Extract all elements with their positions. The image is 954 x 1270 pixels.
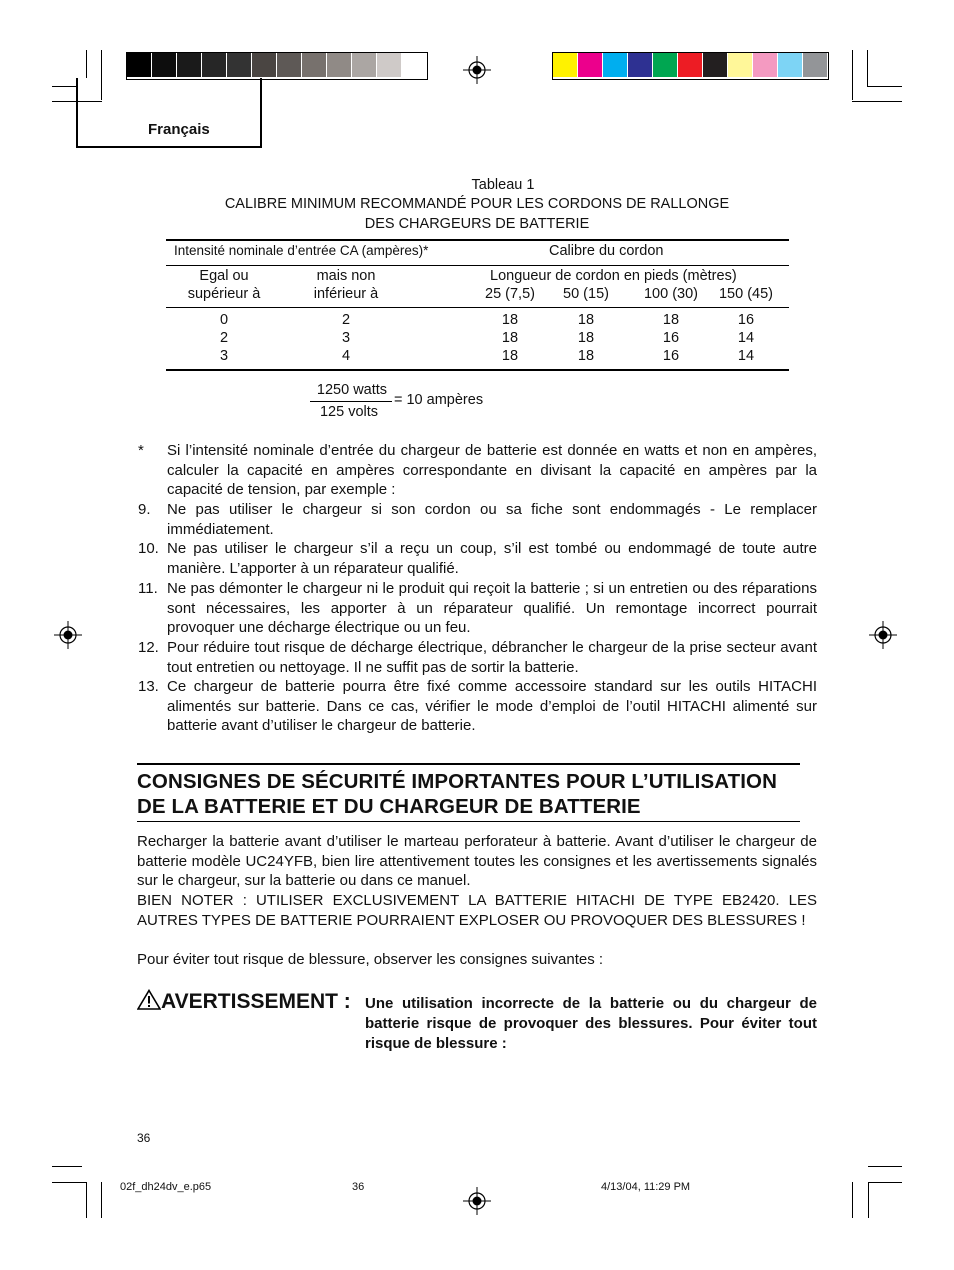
- table-subheader: 25 (7,5): [485, 286, 535, 302]
- table-cell: 0: [219, 312, 229, 328]
- table-rule: [166, 369, 789, 371]
- crop-mark: [101, 1182, 102, 1218]
- table-cell: 14: [737, 330, 755, 346]
- list-marker: 13.: [138, 678, 159, 695]
- slug-date: 4/13/04, 11:29 PM: [601, 1181, 691, 1193]
- table-subheader: mais non: [316, 268, 376, 284]
- crop-mark: [867, 50, 868, 86]
- crop-mark: [52, 86, 76, 87]
- table-cell: 18: [501, 348, 519, 364]
- registration-mark-icon: [54, 621, 82, 649]
- list-marker: 10.: [138, 540, 159, 557]
- table-subheader: supérieur à: [187, 286, 261, 302]
- warning-text: Une utilisation incorrecte de la batterie ou du chargeur de batterie risque de provoquer des blessures. Pour éviter tout risque de blessure :: [365, 995, 817, 1052]
- formula-result: = 10 ampères: [394, 392, 484, 408]
- list-item-text: Ne pas démonter le chargeur ni le produit qui reçoit la batterie ; si un entretien ou des réparations sont nécessaires, les apporter à un réparateur qualifié. Un remontage incorrect pourrait provoquer une décharge électrique ou un feu.: [167, 580, 817, 637]
- color-swatch: [127, 53, 152, 77]
- color-swatch: [703, 53, 728, 77]
- table-cell: 18: [577, 330, 595, 346]
- table-rule: [166, 239, 789, 241]
- table-subheader: 50 (15): [563, 286, 609, 302]
- table-cell: 16: [662, 348, 680, 364]
- table-cell: 18: [501, 330, 519, 346]
- warning-triangle-icon: [137, 989, 161, 1010]
- color-swatch: [628, 53, 653, 77]
- color-swatch: [252, 53, 277, 77]
- table-cell: 3: [219, 348, 229, 364]
- table-cell: 2: [341, 312, 351, 328]
- formula-numerator: 1250 watts: [316, 382, 388, 398]
- section-title: CONSIGNES DE SÉCURITÉ IMPORTANTES POUR L’UTILISATION: [137, 770, 777, 793]
- color-swatch: [603, 53, 628, 77]
- crop-mark: [852, 1182, 853, 1218]
- page-number: 36: [137, 1131, 151, 1145]
- color-swatch: [653, 53, 678, 77]
- color-swatch: [753, 53, 778, 77]
- section-rule: [137, 763, 800, 765]
- list-item-text: Pour réduire tout risque de décharge électrique, débrancher le chargeur de la prise secteur avant tout entretien ou nettoyage. Il ne suffit pas de sortir la batterie.: [167, 639, 817, 676]
- table-subheader: 150 (45): [718, 286, 773, 302]
- section-title: DE LA BATTERIE ET DU CHARGEUR DE BATTERIE: [137, 795, 641, 818]
- registration-mark-icon: [463, 56, 491, 84]
- process-color-bar: [552, 52, 829, 80]
- color-swatch: [578, 53, 603, 77]
- table-header: Intensité nominale d’entrée CA (ampères)*: [174, 243, 429, 258]
- table-title: DES CHARGEURS DE BATTERIE: [364, 216, 590, 232]
- color-swatch: [227, 53, 252, 77]
- table-rule: [166, 307, 789, 308]
- table-subheader: 100 (30): [643, 286, 698, 302]
- table-header: Calibre du cordon: [549, 243, 664, 259]
- table-cell: 3: [341, 330, 351, 346]
- table-subheader: Egal ou: [199, 268, 249, 284]
- color-swatch: [553, 53, 578, 77]
- crop-mark: [868, 1182, 902, 1183]
- color-swatch: [402, 53, 427, 77]
- slug-page: 36: [352, 1181, 365, 1193]
- color-swatch: [352, 53, 377, 77]
- list-marker: 12.: [138, 639, 159, 656]
- section-rule: [137, 821, 800, 822]
- color-swatch: [177, 53, 202, 77]
- crop-mark: [868, 1166, 902, 1167]
- crop-mark: [86, 1182, 87, 1218]
- crop-mark: [52, 1182, 86, 1183]
- language-label: Français: [148, 121, 210, 138]
- instruction-paragraph: Pour éviter tout risque de blessure, observer les consignes suivantes :: [137, 951, 604, 968]
- table-cell: 16: [662, 330, 680, 346]
- table-title: CALIBRE MINIMUM RECOMMANDÉ POUR LES CORDONS DE RALLONGE: [224, 196, 730, 212]
- crop-mark: [852, 50, 853, 100]
- color-swatch: [803, 53, 828, 77]
- color-swatch: [152, 53, 177, 77]
- list-item-text: Ne pas utiliser le chargeur si son cordon ou sa fiche sont endommagés - Le remplacer immédiatement.: [167, 501, 817, 538]
- crop-mark: [52, 1166, 82, 1167]
- crop-mark: [852, 101, 902, 102]
- warning-label: AVERTISSEMENT :: [161, 990, 351, 1013]
- table-cell: 16: [737, 312, 755, 328]
- list-marker: 9.: [138, 501, 151, 518]
- fraction-bar: [310, 401, 392, 402]
- color-swatch: [728, 53, 753, 77]
- intro-paragraph: Recharger la batterie avant d’utiliser le marteau perforateur à batterie. Avant d’utiliser le chargeur de batterie modèle UC24YFB, bien lire attentivement toutes les consignes et les avertissements signalés sur le chargeur, sur la batterie ou dans ce manuel.: [137, 833, 817, 890]
- crop-mark: [867, 86, 902, 87]
- list-marker: 11.: [138, 580, 158, 597]
- registration-mark-icon: [869, 621, 897, 649]
- registration-mark-icon: [463, 1187, 491, 1215]
- list-marker: *: [138, 442, 144, 459]
- table-cell: 4: [341, 348, 351, 364]
- color-swatch: [377, 53, 402, 77]
- color-swatch: [277, 53, 302, 77]
- table-cell: 18: [501, 312, 519, 328]
- table-cell: 2: [219, 330, 229, 346]
- color-swatch: [302, 53, 327, 77]
- color-swatch: [678, 53, 703, 77]
- table-caption: Tableau 1: [471, 177, 535, 193]
- table-cell: 18: [577, 312, 595, 328]
- color-swatch: [778, 53, 803, 77]
- crop-mark: [868, 1182, 869, 1218]
- list-item-text: Ne pas utiliser le chargeur s’il a reçu un coup, s’il est tombé ou endommagé de toute autre manière. L’apporter à un réparateur qualifié.: [167, 540, 817, 577]
- grayscale-color-bar: [126, 52, 428, 80]
- formula-denominator: 125 volts: [319, 404, 379, 420]
- color-swatch: [327, 53, 352, 77]
- list-item-text: Ce chargeur de batterie pourra être fixé comme accessoire standard sur les outils HITACHI alimentés sur batterie. Dans ce cas, vérifier le mode d’emploi de l’outil HITACHI alimenté sur batterie avant d’utiliser le chargeur de batterie.: [167, 678, 817, 735]
- crop-mark: [86, 50, 87, 78]
- table-cell: 18: [662, 312, 680, 328]
- list-item-text: Si l’intensité nominale d’entrée du chargeur de batterie est donnée en watts et non en ampères, calculer la capacité en ampères correspondante en divisant la capacité en ampères par la capacité de tension, par exemple :: [167, 442, 817, 499]
- table-subheader: Longueur de cordon en pieds (mètres): [490, 268, 737, 284]
- table-cell: 18: [577, 348, 595, 364]
- table-subheader: inférieur à: [313, 286, 379, 302]
- table-cell: 14: [737, 348, 755, 364]
- file-name: 02f_dh24dv_e.p65: [120, 1181, 212, 1193]
- color-swatch: [202, 53, 227, 77]
- notice-paragraph: BIEN NOTER : UTILISER EXCLUSIVEMENT LA BATTERIE HITACHI DE TYPE EB2420. LES AUTRES TYPES DE BATTERIE POURRAIENT EXPLOSER OU PROVOQUER DES BLESSURES !: [137, 892, 817, 929]
- table-rule: [166, 265, 789, 266]
